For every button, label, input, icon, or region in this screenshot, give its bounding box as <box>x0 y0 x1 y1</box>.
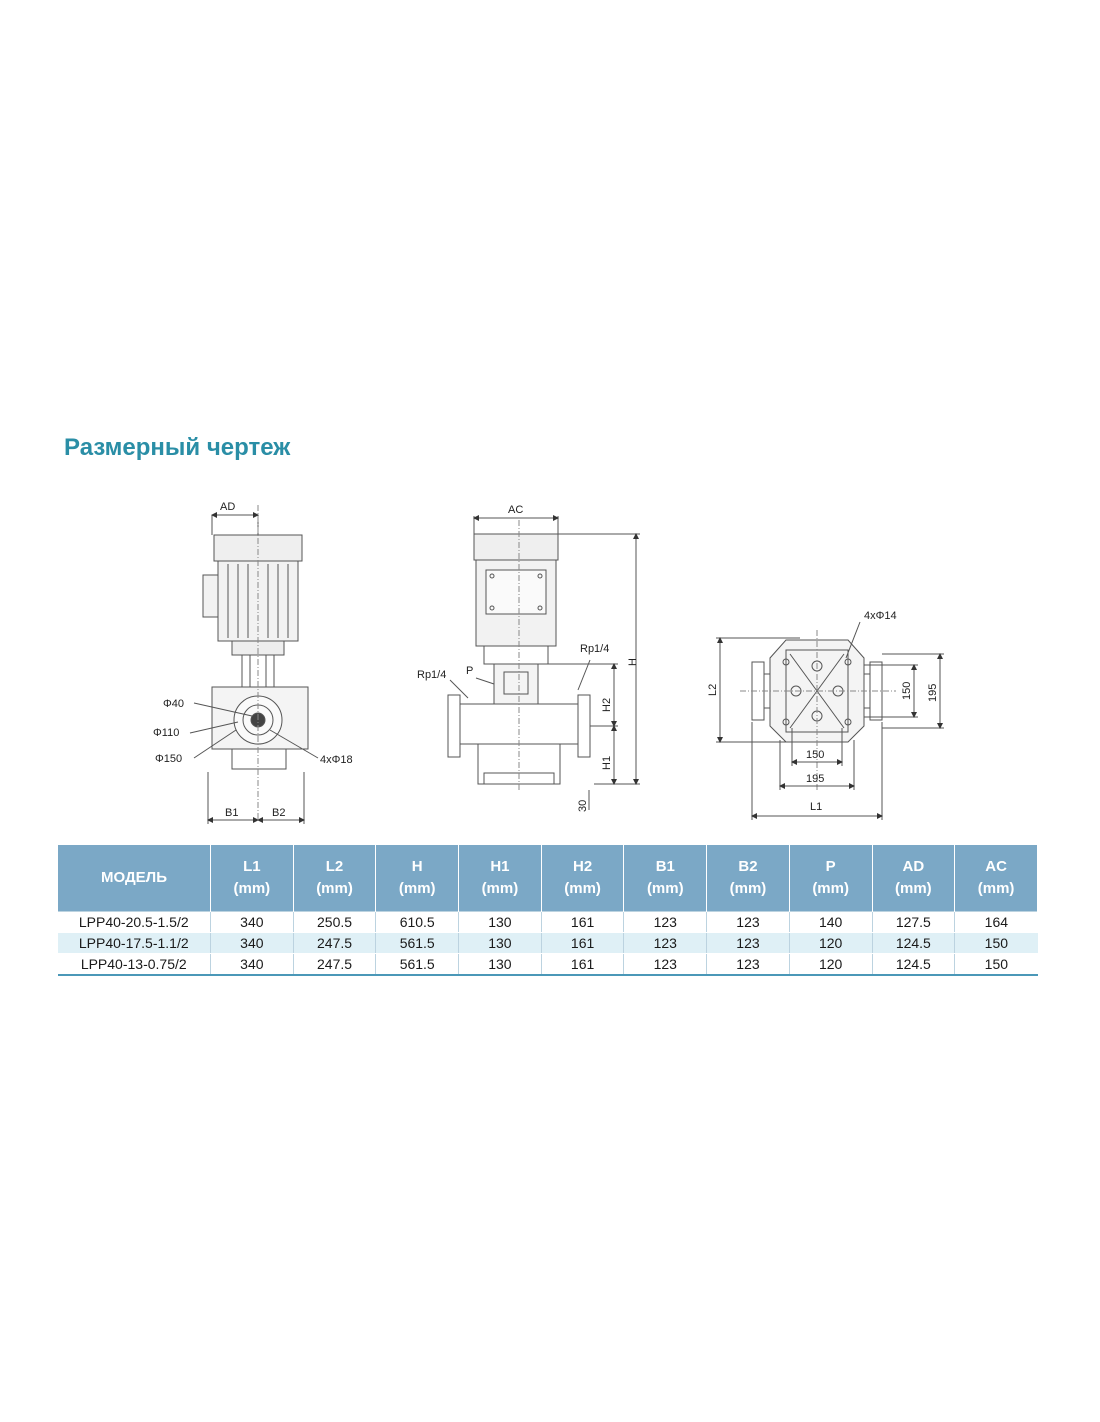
cell-l1: 340 <box>211 912 294 933</box>
cell-h: 610.5 <box>376 912 459 933</box>
label-195-vertical: 195 <box>927 683 939 702</box>
label-150-vertical: 150 <box>901 681 913 700</box>
cell-b1: 123 <box>624 933 707 954</box>
header-ac: AC (mm) <box>955 845 1038 912</box>
table-row <box>58 912 1038 933</box>
label-d40: Φ40 <box>163 698 185 710</box>
label-d150: Φ150 <box>155 753 183 765</box>
cell-b2: 123 <box>707 954 790 976</box>
cell-h2: 161 <box>541 933 624 954</box>
cell-ad: 124.5 <box>872 954 955 976</box>
cell-l2: 250.5 <box>293 912 376 933</box>
cell-b2: 123 <box>707 933 790 954</box>
page-title: Размерный чертеж <box>64 434 291 461</box>
label-base-30: 30 <box>577 799 589 812</box>
cell-model: LPP40-17.5-1.1/2 <box>58 933 211 954</box>
dimensions-table <box>57 845 1038 976</box>
header-ad: AD (mm) <box>872 845 955 912</box>
label-h1: H1 <box>601 755 613 770</box>
label-l2: L2 <box>707 683 719 696</box>
cell-l2: 247.5 <box>293 954 376 976</box>
label-p: P <box>466 665 474 677</box>
top-view-drawing <box>716 622 944 820</box>
cell-model: LPP40-20.5-1.5/2 <box>58 912 211 933</box>
cell-ac: 164 <box>955 912 1038 933</box>
cell-b2: 123 <box>707 912 790 933</box>
cell-model: LPP40-13-0.75/2 <box>58 954 211 976</box>
cell-b1: 123 <box>624 912 707 933</box>
label-holes-top: 4xΦ14 <box>864 610 897 622</box>
cell-l2: 247.5 <box>293 933 376 954</box>
label-h: H <box>627 658 639 666</box>
cell-h2: 161 <box>541 912 624 933</box>
label-150-horizontal: 150 <box>806 749 825 761</box>
label-l1: L1 <box>810 801 823 813</box>
cell-b1: 123 <box>624 954 707 976</box>
cell-l1: 340 <box>211 954 294 976</box>
header-b1: B1 (mm) <box>624 845 707 912</box>
cell-l1: 340 <box>211 933 294 954</box>
cell-h1: 130 <box>459 912 542 933</box>
cell-h2: 161 <box>541 954 624 976</box>
header-l2: L2 (mm) <box>293 845 376 912</box>
label-195-horizontal: 195 <box>806 773 825 785</box>
header-model: МОДЕЛЬ <box>58 845 211 912</box>
header-h: H (mm) <box>376 845 459 912</box>
table-header-row <box>58 845 1038 912</box>
front-view-drawing <box>190 505 318 824</box>
header-l1: L1 (mm) <box>211 845 294 912</box>
label-d110: Φ110 <box>153 727 180 739</box>
header-b2: B2 (mm) <box>707 845 790 912</box>
label-b2: B2 <box>272 807 286 819</box>
label-ad: AD <box>220 501 236 513</box>
header-h1: H1 (mm) <box>459 845 542 912</box>
label-h2: H2 <box>601 697 613 712</box>
cell-p: 140 <box>789 912 872 933</box>
cell-ad: 127.5 <box>872 912 955 933</box>
header-p: P (mm) <box>789 845 872 912</box>
label-ac: AC <box>508 504 524 516</box>
cell-h: 561.5 <box>376 954 459 976</box>
table-row <box>58 954 1038 976</box>
table-row <box>58 933 1038 954</box>
cell-h1: 130 <box>459 954 542 976</box>
cell-h: 561.5 <box>376 933 459 954</box>
header-h2: H2 (mm) <box>541 845 624 912</box>
cell-h1: 130 <box>459 933 542 954</box>
dimension-drawings <box>0 490 1100 835</box>
cell-ac: 150 <box>955 933 1038 954</box>
label-holes-front: 4xΦ18 <box>320 754 353 766</box>
cell-p: 120 <box>789 933 872 954</box>
cell-ad: 124.5 <box>872 933 955 954</box>
label-rp-right: Rp1/4 <box>580 643 610 655</box>
label-rp-left: Rp1/4 <box>417 669 447 681</box>
label-b1: B1 <box>225 807 239 819</box>
cell-ac: 150 <box>955 954 1038 976</box>
cell-p: 120 <box>789 954 872 976</box>
